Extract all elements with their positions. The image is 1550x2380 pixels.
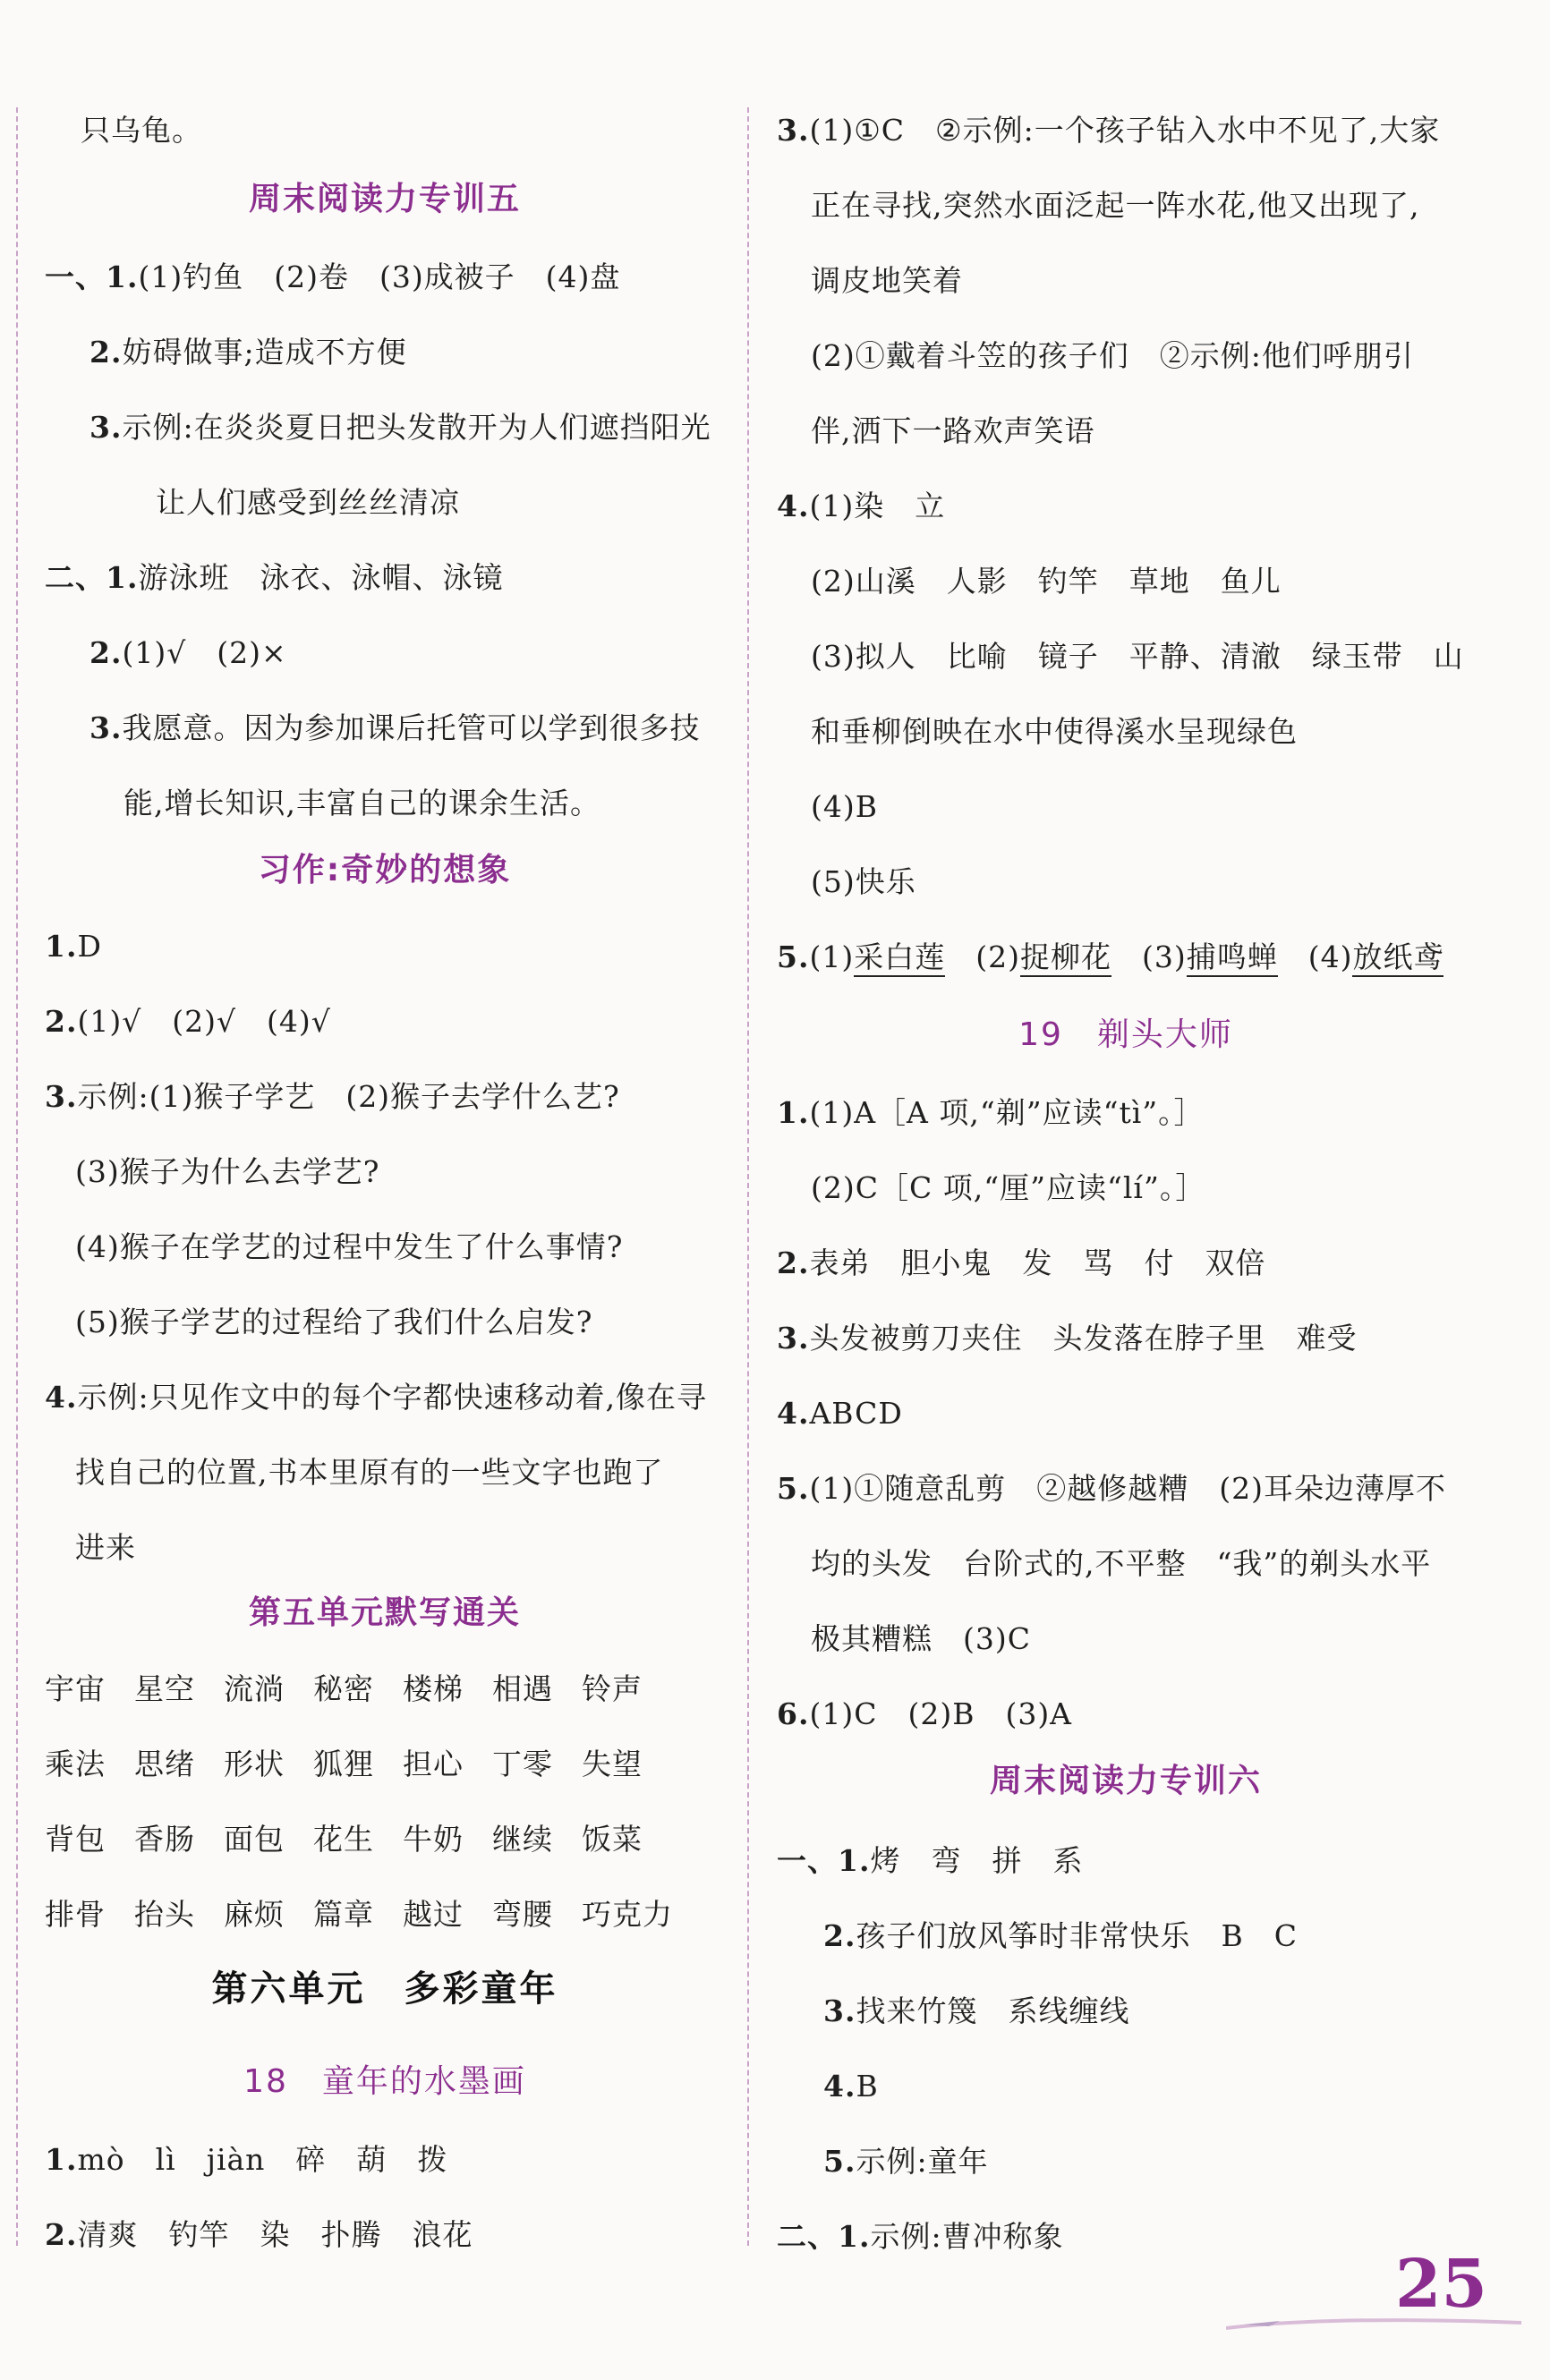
text-line: (3)猴子为什么去学艺? (75, 1154, 380, 1189)
answer-line (777, 2217, 1064, 2257)
question-number: 4. (777, 1396, 810, 1431)
question-number: 4. (777, 489, 810, 523)
question-number: 2. (45, 2217, 78, 2252)
text-line: (3)拟人 比喻 镜子 平静、清澈 绿玉带 山 (811, 639, 1464, 674)
answer-text: 示例:(1)猴子学艺 (2)猴子去学什么艺? (77, 1079, 620, 1114)
word: 麻烦 (224, 1897, 285, 1932)
word: 巧克力 (582, 1897, 673, 1932)
question-number: 3. (777, 113, 810, 148)
answer-text: 游泳班 泳衣、泳帽、泳镜 (138, 560, 504, 595)
question-number: 5. (777, 939, 810, 974)
text-line: 和垂柳倒映在水中使得溪水呈现绿色 (811, 714, 1298, 749)
text-line: (2)C［C 项,“厘”应读“lí”。］ (811, 1170, 1206, 1205)
answer-text: ABCD (809, 1396, 903, 1431)
section-heading-writing: 习作:奇妙的想象 (258, 852, 512, 888)
word: 乘法 (45, 1747, 106, 1781)
answer-line (777, 1469, 1446, 1509)
answer-text: (1)A［A 项,“剃”应读“tì”。］ (809, 1095, 1205, 1130)
word: 牛奶 (403, 1822, 464, 1857)
section-heading-weekend-5: 周末阅读力专训五 (248, 181, 521, 217)
text-line: 只乌龟。 (81, 113, 202, 148)
center-dashed-divider (747, 107, 749, 2246)
answer-text: 示例:只见作文中的每个字都快速移动着,像在寻 (77, 1380, 708, 1415)
answer-line (823, 2142, 989, 2181)
answer-line (777, 1093, 1205, 1133)
answer-line (777, 1244, 1265, 1283)
answer-line (89, 333, 407, 372)
answer-text: (1)钓鱼 (2)卷 (3)成被子 (4)盘 (138, 259, 621, 294)
answer-line (45, 1002, 331, 1041)
word: 形状 (224, 1747, 285, 1781)
answer-line (45, 1077, 620, 1117)
word: 香肠 (134, 1822, 195, 1857)
answer-line (45, 927, 102, 966)
text-line: 调皮地笑着 (811, 263, 963, 298)
answer-text: 我愿意。因为参加课后托管可以学到很多技 (122, 710, 701, 745)
text-line: (5)猴子学艺的过程给了我们什么启发? (75, 1305, 593, 1339)
word: 越过 (403, 1897, 464, 1932)
word: 排骨 (45, 1897, 106, 1932)
question-number: 5. (823, 2144, 856, 2179)
lesson-heading-19: 19 剃头大师 (1018, 1016, 1233, 1053)
word: 铃声 (582, 1671, 643, 1706)
underlined-answer: 采白莲 (854, 939, 945, 977)
question-number: 1. (777, 1095, 810, 1130)
question-number: 4. (45, 1380, 78, 1415)
answer-text: 表弟 胆小鬼 发 骂 付 双倍 (809, 1245, 1266, 1280)
answer-line (45, 2215, 473, 2255)
question-number: 3. (45, 1079, 78, 1114)
text-line: (4)B (811, 789, 878, 824)
word: 星空 (134, 1671, 195, 1706)
question-number: 3. (89, 410, 123, 445)
answer-line (45, 558, 503, 598)
question-number: 1. (45, 2142, 78, 2177)
answer-text: (1)C (2)B (3)A (809, 1696, 1073, 1731)
text-line: 让人们感受到丝丝清凉 (156, 485, 460, 520)
text-line: 进来 (75, 1530, 136, 1565)
answer-text: (3) (1111, 939, 1187, 974)
answer-line (89, 709, 700, 748)
answer-text: 清爽 钓竿 染 扑腾 浪花 (77, 2217, 473, 2252)
text-line: 均的头发 台阶式的,不平整 “我”的剃头水平 (811, 1546, 1432, 1581)
answer-text: (1)①随意乱剪 ②越修越糟 (2)耳朵边薄厚不 (809, 1471, 1446, 1506)
question-number: 2. (89, 335, 123, 370)
answer-line (777, 1319, 1357, 1358)
answer-text: 示例:曹冲称象 (870, 2219, 1064, 2254)
word: 篇章 (313, 1897, 374, 1932)
word: 狐狸 (313, 1747, 374, 1781)
answer-text: (1)√ (2)√ (4)√ (77, 1004, 331, 1039)
unit-title: 第六单元 多彩童年 (211, 1968, 558, 2010)
word: 抬头 (134, 1897, 195, 1932)
text-line: 找自己的位置,书本里原有的一些文字也跑了 (75, 1455, 664, 1490)
answer-line (45, 258, 620, 297)
word: 弯腰 (492, 1897, 553, 1932)
answer-text: 孩子们放风筝时非常快乐 B C (856, 1918, 1298, 1953)
underlined-answer: 放纸鸢 (1352, 939, 1444, 977)
question-number: 1. (45, 929, 78, 964)
question-number: 3. (823, 1993, 856, 2028)
question-number: 5. (777, 1471, 810, 1506)
answer-text: (1) (809, 939, 855, 974)
answer-text: (1)①C ②示例:一个孩子钻入水中不见了,大家 (809, 113, 1441, 148)
answer-line (45, 1378, 707, 1417)
word: 丁零 (492, 1747, 553, 1781)
word: 面包 (224, 1822, 285, 1857)
text-line: (2)①戴着斗笠的孩子们 ②示例:他们呼朋引 (811, 338, 1414, 373)
underlined-answer: 捉柳花 (1020, 939, 1111, 977)
question-number: 二、1. (45, 560, 139, 595)
answer-text: (4) (1277, 939, 1353, 974)
answer-line (777, 1841, 1083, 1881)
question-number: 2. (823, 1918, 856, 1953)
lesson-heading-18: 18 童年的水墨画 (243, 2063, 526, 2100)
answer-text: 示例:童年 (856, 2144, 989, 2179)
question-number: 6. (777, 1696, 810, 1731)
answer-text: 烤 弯 拼 系 (870, 1843, 1084, 1878)
word: 宇宙 (45, 1671, 106, 1706)
answer-text: (2) (945, 939, 1020, 974)
answer-line (823, 1917, 1298, 1956)
text-line: 能,增长知识,丰富自己的课余生活。 (123, 786, 600, 820)
section-heading-weekend-6: 周末阅读力专训六 (989, 1763, 1262, 1799)
word: 失望 (582, 1747, 643, 1781)
answer-line (45, 2140, 447, 2180)
left-dashed-divider (16, 107, 18, 2246)
word: 背包 (45, 1822, 106, 1857)
word: 思绪 (134, 1747, 195, 1781)
section-heading-dictation: 第五单元默写通关 (248, 1594, 521, 1631)
answer-text: D (77, 929, 102, 964)
answer-line (777, 938, 1444, 977)
text-line: (2)山溪 人影 钓竿 草地 鱼儿 (811, 564, 1282, 599)
answer-text: (1)√ (2)× (122, 635, 287, 670)
text-line: 正在寻找,突然水面泛起一阵水花,他又出现了, (811, 188, 1420, 223)
word-row (45, 1745, 671, 1784)
question-number: 3. (89, 710, 123, 745)
answer-text: B (856, 2069, 879, 2104)
word-row (45, 1670, 671, 1709)
answer-line (823, 2067, 879, 2106)
answer-text: 找来竹篾 系线缠线 (856, 1993, 1130, 2028)
question-number: 2. (777, 1245, 810, 1280)
answer-line (89, 408, 711, 447)
word: 相遇 (492, 1671, 553, 1706)
word: 继续 (492, 1822, 553, 1857)
question-number: 2. (45, 1004, 78, 1039)
question-number: 二、1. (777, 2219, 871, 2254)
answer-line (777, 487, 945, 526)
answer-line (777, 111, 1440, 150)
text-line: (4)猴子在学艺的过程中发生了什么事情? (75, 1229, 624, 1264)
text-line: 极其糟糕 (3)C (811, 1621, 1031, 1656)
page-number: 25 (1395, 2246, 1487, 2323)
question-number: 一、1. (45, 259, 139, 294)
answer-line (89, 633, 287, 673)
answer-line (823, 1992, 1129, 2031)
underlined-answer: 捕鸣蝉 (1187, 939, 1278, 977)
answer-text: (1)染 立 (809, 489, 946, 523)
answer-line (777, 1695, 1072, 1734)
word: 楼梯 (403, 1671, 464, 1706)
word-row (45, 1895, 671, 1934)
word-row (45, 1820, 671, 1859)
question-number: 4. (823, 2069, 856, 2104)
answer-text: mò lì jiàn 碎 葫 拨 (77, 2142, 448, 2177)
text-line: 伴,洒下一路欢声笑语 (811, 413, 1095, 448)
answer-text: 妨碍做事;造成不方便 (122, 335, 407, 370)
word: 流淌 (224, 1671, 285, 1706)
word: 担心 (403, 1747, 464, 1781)
word: 花生 (313, 1822, 374, 1857)
question-number: 一、1. (777, 1843, 871, 1878)
text-line: (5)快乐 (811, 864, 916, 899)
question-number: 2. (89, 635, 123, 670)
answer-line (777, 1394, 903, 1433)
answer-text: 示例:在炎炎夏日把头发散开为人们遮挡阳光 (122, 410, 711, 445)
word: 饭菜 (582, 1822, 643, 1857)
answer-text: 头发被剪刀夹住 头发落在脖子里 难受 (809, 1321, 1358, 1356)
word: 秘密 (313, 1671, 374, 1706)
question-number: 3. (777, 1321, 810, 1356)
